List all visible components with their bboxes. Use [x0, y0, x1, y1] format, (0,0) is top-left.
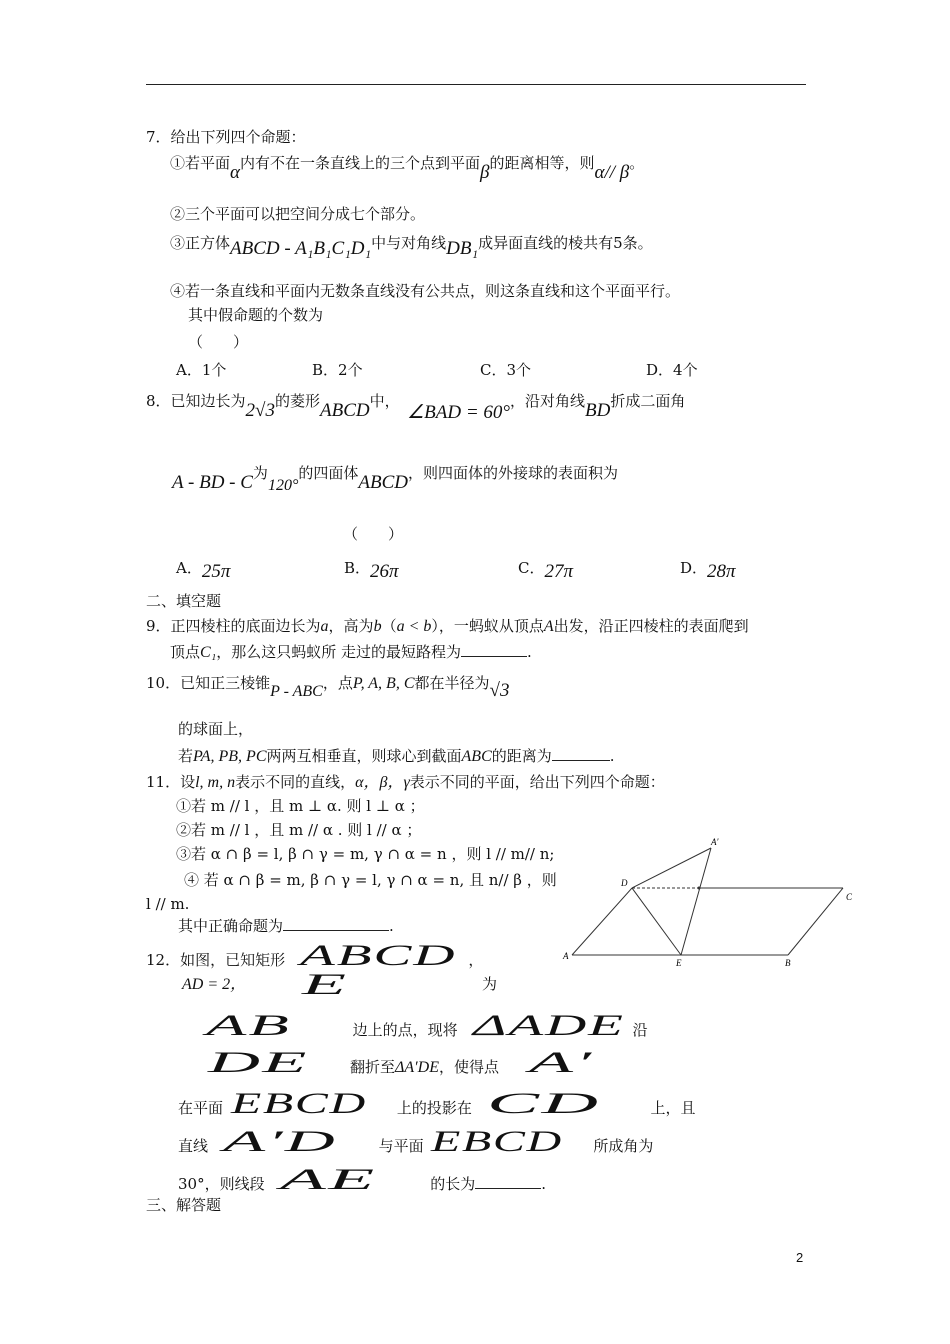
answer-blank[interactable] — [461, 642, 527, 657]
q7-option-b: B．2个 — [312, 361, 363, 379]
fig-label-c: C — [846, 892, 853, 902]
q12-line2: AD = 2， E 为 — [182, 968, 498, 1001]
section-solutions-heading: 三、解答题 — [146, 1196, 222, 1214]
q11-prop4: ④ 若 α ∩ β = m, β ∩ γ = l, γ ∩ α = n, 且 n// β ，则 — [184, 871, 557, 889]
q11-prop1: ①若 m // l ，且 m ⊥ α. 则 l ⊥ α ； — [176, 797, 425, 815]
q7-prop3: ③正方体ABCD - A₁B₁C₁D₁中与对角线DB₁成异面直线的棱共有5条。 — [170, 234, 653, 259]
fig-edge-d-e — [632, 888, 681, 955]
q10-line2: 的球面上， — [178, 720, 254, 738]
fig-label-d: D — [621, 878, 628, 888]
q12-line5: 在平面 EBCD 上的投影在 CD 上，且 — [178, 1087, 696, 1120]
q9-line1: 9．正四棱柱的底面边长为a，高为b（a < b），一蚂蚁从顶点A出发，沿正四棱柱的表面爬到 — [146, 617, 749, 635]
q7-option-c: C．3个 — [480, 361, 532, 379]
q8-option-b: B．26π — [344, 559, 399, 582]
q11-question: 其中正确命题为 . — [178, 917, 394, 935]
section-fill-in-heading: 二、填空题 — [146, 592, 222, 610]
fig-label-b: B — [785, 958, 791, 968]
q8-line1: 8．已知边长为2√3的菱形ABCD中， ∠BAD = 60°，沿对角线BD折成二面角 — [146, 392, 686, 423]
q7-question: 其中假命题的个数为 — [188, 306, 324, 324]
q11-prop3: ③若 α ∩ β = l, β ∩ γ = m, γ ∩ α = n ，则 l // m// n; — [176, 845, 555, 863]
header-rule — [146, 84, 806, 85]
q10-line3: 若PA, PB, PC两两互相垂直，则球心到截面ABC的距离为 . — [178, 747, 615, 765]
fig-edge-ap-e — [681, 848, 711, 955]
q8-option-d: D．28π — [680, 559, 736, 582]
q7-option-d: D．4个 — [646, 361, 698, 379]
q12-line3: AB 边上的点，现将 ΔADE 沿 — [206, 1009, 648, 1042]
fig-label-e: E — [676, 958, 682, 968]
q7-option-a: A．1个 — [176, 361, 227, 379]
q8-option-c: C．27π — [518, 559, 574, 582]
q12-line6: 直线 A′D 与平面 EBCD 所成角为 — [178, 1125, 654, 1158]
geometry-figure — [560, 836, 860, 968]
fig-edge-b-c — [788, 888, 843, 955]
q12-line4: DE 翻折至ΔA′DE，使得点 A′ — [208, 1046, 594, 1079]
fig-edge-ap-d — [632, 848, 711, 888]
answer-blank[interactable] — [283, 916, 389, 931]
q8-option-a: A．25π — [176, 559, 231, 582]
q11-prop2: ②若 m // l ，且 m // α . 则 l // α ； — [176, 821, 422, 839]
q7-answer-paren: （ ） — [188, 333, 249, 351]
q8-line2: A - BD - C为120°的四面体ABCD，则四面体的外接球的表面积为 — [172, 464, 618, 494]
answer-blank[interactable] — [475, 1174, 541, 1189]
q11-prop4-cont: l // m. — [146, 895, 190, 913]
q7-prop4: ④若一条直线和平面内无数条直线没有公共点，则这条直线和这个平面平行。 — [170, 282, 681, 300]
q7-prop1: ①若平面α内有不在一条直线上的三个点到平面β的距离相等，则α// β。 — [170, 154, 645, 183]
answer-blank[interactable] — [552, 746, 610, 761]
q12-line1: 12．如图，已知矩形 ABCD ， — [146, 939, 484, 972]
q7-title: 7．给出下列四个命题： — [146, 128, 306, 146]
fig-label-a: A — [563, 951, 569, 961]
q12-line7: 30°，则线段 AE 的长为 . — [178, 1163, 547, 1196]
q11-line1: 11．设l, m, n表示不同的直线，α，β，γ表示不同的平面，给出下列四个命题： — [146, 773, 665, 791]
q8-answer-paren: （ ） — [343, 525, 404, 543]
q7-prop2: ②三个平面可以把空间分成七个部分。 — [170, 205, 426, 223]
page-number: 2 — [796, 1250, 804, 1265]
q9-line2: 顶点C₁，那么这只蚂蚁所 走过的最短路程为 . — [170, 643, 532, 661]
fig-projection-point — [698, 887, 701, 890]
fig-edge-d-a — [572, 888, 632, 955]
q10-line1: 10．已知正三棱锥P - ABC，点P, A, B, C都在半径为√3 — [146, 674, 510, 701]
fig-label-a-prime: A′ — [711, 837, 719, 847]
